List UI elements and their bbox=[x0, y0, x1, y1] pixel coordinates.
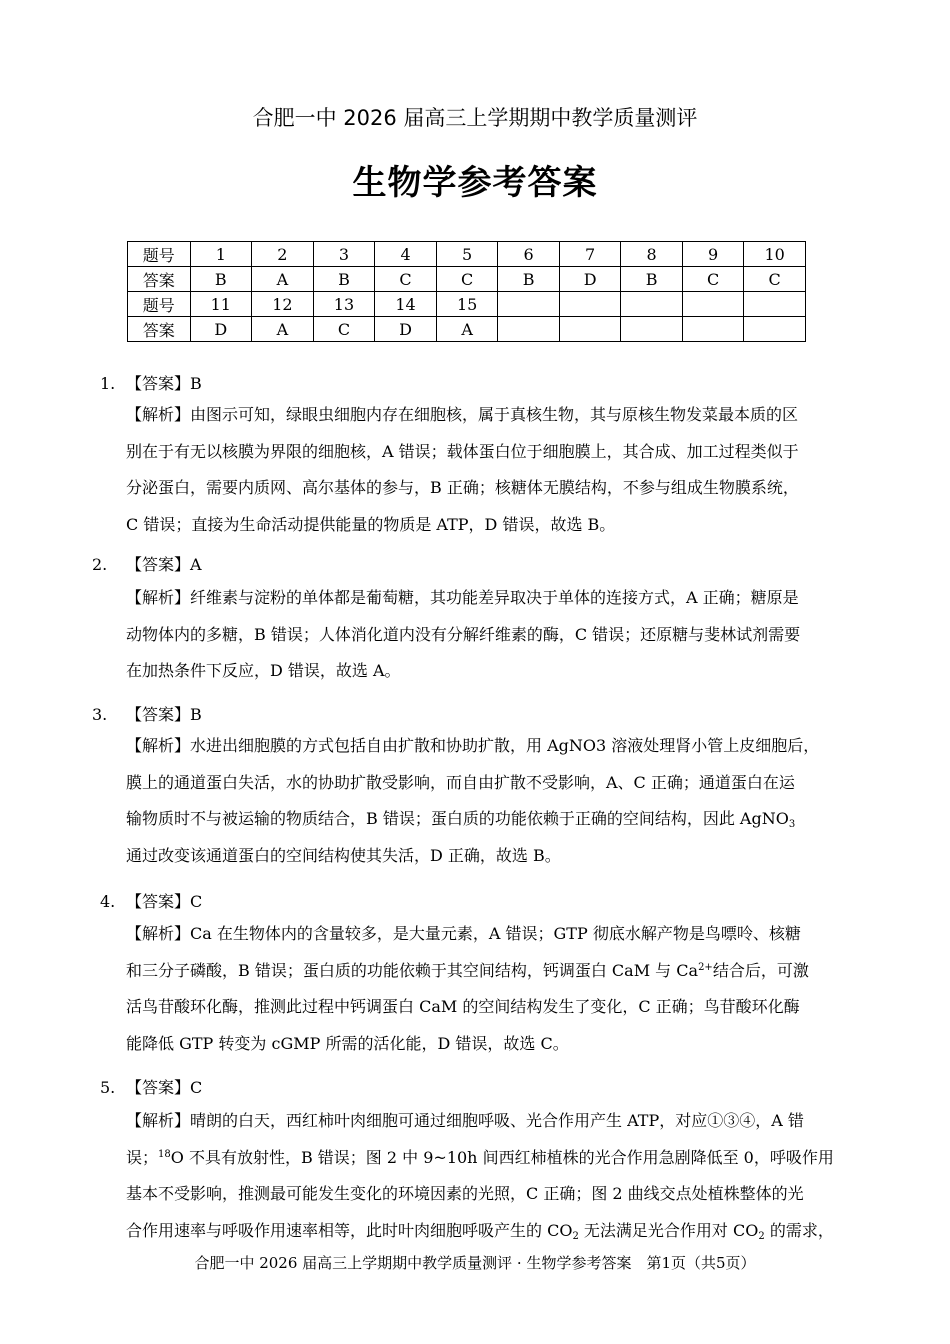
answer-cell: B bbox=[313, 267, 375, 292]
answer-cell: B bbox=[190, 267, 252, 292]
answer-cell: C bbox=[313, 317, 375, 342]
question-number-cell: 14 bbox=[375, 292, 437, 317]
explanation-line: 分泌蛋白，需要内质网、高尔基体的参与，B 正确；核糖体无膜结构，不参与组成生物膜系统， bbox=[126, 478, 799, 497]
page-footer: 合肥一中 2026 届高三上学期期中教学质量测评 · 生物学参考答案 第1页（共5页） bbox=[194, 1254, 756, 1272]
question-number-cell: 7 bbox=[559, 242, 621, 267]
question-number-cell: 15 bbox=[436, 292, 498, 317]
exam-subtitle: 合肥一中 2026 届高三上学期期中教学质量测评 bbox=[252, 106, 698, 130]
number-row bbox=[128, 292, 806, 317]
answer-label: 【答案】C bbox=[126, 1078, 203, 1097]
question-4-header bbox=[100, 889, 202, 912]
question-number-cell: 13 bbox=[313, 292, 375, 317]
question-number-cell: 12 bbox=[252, 292, 314, 317]
answer-cell bbox=[682, 317, 743, 342]
answer-label: 【答案】C bbox=[126, 892, 203, 911]
question-number-cell bbox=[744, 292, 806, 317]
question-number-cell: 10 bbox=[744, 242, 806, 267]
question-3-explanation bbox=[126, 728, 860, 874]
explanation-line: 通过改变该通道蛋白的空间结构使其失活，D 正确，故选 B。 bbox=[126, 845, 561, 865]
answer-cell bbox=[559, 317, 621, 342]
explanation-line: 【解析】晴朗的白天，西红柿叶肉细胞可通过细胞呼吸、光合作用产生 ATP，对应①③④，A 错 bbox=[126, 1111, 804, 1130]
explanation-line: 输物质时不与被运输的物质结合，B 错误；蛋白质的功能依赖于正确的空间结构，因此 AgNO$_3$ bbox=[126, 809, 796, 830]
answer-label: 【答案】B bbox=[126, 374, 202, 393]
answer-row bbox=[128, 317, 806, 342]
row-label: 题号 bbox=[128, 292, 191, 317]
question-number-cell: 3 bbox=[313, 242, 375, 267]
answer-table bbox=[127, 241, 806, 342]
answer-cell: C bbox=[436, 267, 498, 292]
answer-cell: A bbox=[252, 317, 314, 342]
question-3-header bbox=[92, 702, 202, 725]
answer-cell: A bbox=[436, 317, 498, 342]
question-5-header bbox=[100, 1075, 202, 1098]
answer-cell bbox=[621, 317, 682, 342]
explanation-line: 合作用速率与呼吸作用速率相等，此时叶肉细胞呼吸产生的 $CO_2$ 无法满足光合作用对 $CO_2$ 的需求， bbox=[126, 1220, 834, 1242]
answer-cell: C bbox=[744, 267, 806, 292]
question-number-cell: 6 bbox=[498, 242, 559, 267]
explanation-line: 膜上的通道蛋白失活，水的协助扩散受影响，而自由扩散不受影响，A、C 正确；通道蛋白在运 bbox=[126, 772, 795, 792]
question-2-header bbox=[92, 552, 202, 575]
explanation-line: 【解析】由图示可知，绿眼虫细胞内存在细胞核，属于真核生物，其与原核生物发菜最本质的区 bbox=[126, 405, 799, 424]
explanation-line: 误；$^{18}$O 不具有放射性，B 错误；图 2 中 9~10h 间西红柿植株的光合作用急剧降低至 0，呼吸作用 bbox=[126, 1147, 834, 1167]
question-number-cell: 5 bbox=[436, 242, 498, 267]
number-row bbox=[128, 242, 806, 267]
answer-cell: A bbox=[252, 267, 314, 292]
answer-cell: D bbox=[559, 267, 621, 292]
explanation-line: 能降低 GTP 转变为 cGMP 所需的活化能，D 错误，故选 C。 bbox=[126, 1033, 569, 1053]
answer-label: 【答案】A bbox=[126, 555, 202, 574]
answer-label: 【答案】B bbox=[126, 705, 202, 724]
row-label: 答案 bbox=[128, 317, 191, 342]
question-number: 5. bbox=[100, 1078, 116, 1097]
question-number: 3. bbox=[92, 705, 108, 724]
question-number-cell: 4 bbox=[375, 242, 437, 267]
question-number-cell: 11 bbox=[190, 292, 252, 317]
question-5-explanation bbox=[126, 1103, 860, 1249]
answer-cell bbox=[744, 317, 806, 342]
question-number-cell: 8 bbox=[621, 242, 682, 267]
page-title: 生物学参考答案 bbox=[352, 163, 598, 203]
question-number: 1. bbox=[100, 374, 116, 393]
explanation-line: 活鸟苷酸环化酶，推测此过程中钙调蛋白 CaM 的空间结构发生了变化，C 正确；鸟苷酸环化酶 bbox=[126, 997, 800, 1016]
answer-row bbox=[128, 267, 806, 292]
question-1-explanation bbox=[126, 397, 860, 543]
question-number-cell: 2 bbox=[252, 242, 314, 267]
explanation-line: 基本不受影响，推测最可能发生变化的环境因素的光照，C 正确；图 2 曲线交点处植株整体的光 bbox=[126, 1184, 804, 1203]
question-number-cell bbox=[498, 292, 559, 317]
row-label: 题号 bbox=[128, 242, 191, 267]
question-number-cell: 1 bbox=[190, 242, 252, 267]
question-number-cell bbox=[621, 292, 682, 317]
explanation-line: C 错误；直接为生命活动提供能量的物质是 ATP，D 错误，故选 B。 bbox=[126, 514, 616, 534]
question-2-explanation bbox=[126, 580, 860, 690]
explanation-line: 和三分子磷酸，B 错误；蛋白质的功能依赖于其空间结构，钙调蛋白 CaM 与 $Ca^{2+}$结合后，可激 bbox=[126, 960, 809, 980]
question-number: 4. bbox=[100, 892, 116, 911]
explanation-line: 【解析】纤维素与淀粉的单体都是葡萄糖，其功能差异取决于单体的连接方式，A 正确；糖原是 bbox=[126, 588, 799, 607]
explanation-line: 【解析】Ca 在生物体内的含量较多，是大量元素，A 错误；GTP 彻底水解产物是鸟嘌呤、核糖 bbox=[126, 924, 801, 943]
explanation-line: 【解析】水进出细胞膜的方式包括自由扩散和协助扩散，用 AgNO3 溶液处理肾小管上皮细胞后， bbox=[126, 736, 820, 755]
question-number-cell: 9 bbox=[682, 242, 743, 267]
question-4-explanation bbox=[126, 916, 860, 1062]
explanation-line: 动物体内的多糖，B 错误；人体消化道内没有分解纤维素的酶，C 错误；还原糖与斐林试剂需要 bbox=[126, 624, 801, 644]
explanation-line: 别在于有无以核膜为界限的细胞核，A 错误；载体蛋白位于细胞膜上，其合成、加工过程类似于 bbox=[126, 441, 799, 461]
question-number-cell bbox=[682, 292, 743, 317]
question-1-header bbox=[100, 371, 202, 394]
answer-cell: C bbox=[375, 267, 437, 292]
answer-cell: D bbox=[190, 317, 252, 342]
answer-cell bbox=[498, 317, 559, 342]
answer-cell: C bbox=[682, 267, 743, 292]
answer-cell: B bbox=[498, 267, 559, 292]
question-number: 2. bbox=[92, 555, 108, 574]
answer-cell: D bbox=[375, 317, 437, 342]
answer-cell: B bbox=[621, 267, 682, 292]
question-number-cell bbox=[559, 292, 621, 317]
row-label: 答案 bbox=[128, 267, 191, 292]
explanation-line: 在加热条件下反应，D 错误，故选 A。 bbox=[126, 661, 401, 680]
